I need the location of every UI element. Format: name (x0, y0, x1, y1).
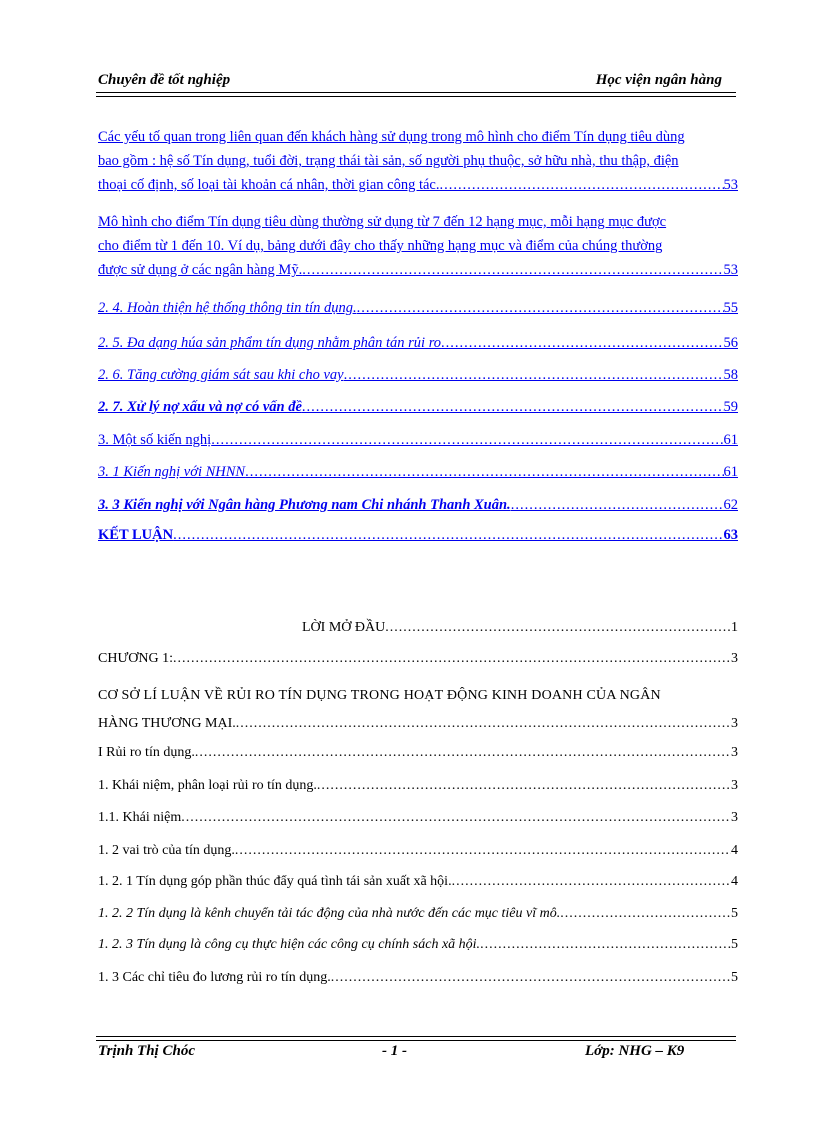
toc-page-number: 3 (731, 778, 738, 793)
leader-dots (195, 745, 731, 761)
toc-title: 2. 4. Hoàn thiện hệ thống thông tin tín dụng. (98, 300, 357, 316)
toc-title: CHƯƠNG 1: (98, 651, 174, 666)
toc-title: 2. 7. Xử lý nợ xấu và nợ có vấn đề (98, 399, 302, 415)
leader-dots (439, 173, 723, 197)
toc-title: 3. 1 Kiến nghị với NHNN (98, 464, 246, 480)
leader-dots (331, 970, 731, 986)
toc-page-number: 58 (723, 367, 738, 383)
header-rule (96, 92, 736, 97)
leader-dots (181, 810, 731, 826)
para-2-line-3: được sử dụng ở các ngân hàng Mỹ. (98, 262, 303, 278)
toc-chi-tieu (98, 970, 738, 986)
leader-dots (441, 335, 723, 352)
leader-dots (302, 399, 724, 416)
toc-page-number: 61 (723, 464, 738, 480)
toc-page-number: 1 (731, 620, 738, 635)
toc-title: 1. 3 Các chỉ tiêu đo lương rủi ro tín dụng. (98, 970, 331, 985)
toc-link-3[interactable] (98, 432, 738, 449)
toc-page-number: 53 (723, 177, 738, 193)
toc-title: KẾT LUẬN (98, 527, 174, 543)
toc-page-number: 4 (731, 874, 738, 889)
page-header (98, 70, 736, 94)
leader-dots (173, 651, 731, 667)
toc-title: 1. 2. 2 Tín dụng là kênh chuyển tải tác động của nhà nước đến các mục tiêu vĩ mô. (98, 906, 561, 921)
toc-title: 1. 2 vai trò của tín dụng. (98, 843, 235, 858)
toc-page-number: 3 (731, 745, 738, 760)
toc-cong-cu (98, 937, 738, 953)
toc-kenh (98, 906, 738, 922)
toc-chuong-1 (98, 651, 738, 667)
toc-link-2-6[interactable] (98, 367, 738, 384)
toc-page-number: 62 (723, 497, 738, 513)
toc-title-line-2: HÀNG THƯƠNG MẠI. (98, 716, 236, 731)
toc-khai-niem-phan-loai (98, 778, 738, 794)
toc-page-number: 59 (723, 399, 738, 415)
toc-title: 1. Khái niệm, phân loại rủi ro tín dụng. (98, 778, 317, 793)
para-1-line-3: thoại cố định, số loại tài khoản cá nhân, thời gian công tác. (98, 177, 440, 193)
toc-co-so-li-luan (98, 681, 738, 737)
leader-dots (344, 367, 724, 384)
toc-vai-tro (98, 843, 738, 859)
toc-title-line-1: CƠ SỞ LÍ LUẬN VỀ RỦI RO TÍN DỤNG TRONG HOẠT ĐỘNG KINH DOANH CỦA NGÂN (98, 688, 661, 703)
toc-link-para-2[interactable] (98, 210, 738, 282)
footer-page-number: - 1 - (382, 1043, 407, 1059)
footer-author: Trịnh Thị Chóc (98, 1043, 195, 1059)
toc-page-number: 3 (731, 810, 738, 825)
toc-page-number: 63 (723, 527, 738, 543)
toc-title: 2. 5. Đa dạng húa sản phẩm tín dụng nhằm phân tán rủi ro (98, 335, 442, 351)
leader-dots (173, 527, 723, 544)
toc-page-number: 55 (723, 300, 738, 316)
toc-link-2-5[interactable] (98, 335, 738, 352)
toc-loi-mo-dau (302, 620, 738, 636)
toc-page-number: 5 (731, 937, 738, 952)
toc-link-para-1[interactable] (98, 125, 738, 197)
toc-title: 1.1. Khái niệm (98, 810, 182, 825)
toc-page-number: 56 (723, 335, 738, 351)
toc-page-number: 61 (723, 432, 738, 448)
leader-dots (302, 258, 723, 282)
header-left-title: Chuyên đề tốt nghiệp (98, 72, 231, 88)
toc-page-number: 53 (723, 262, 738, 278)
toc-title: 1. 2. 1 Tín dụng góp phần thúc đẩy quá tình tái sản xuất xã hội. (98, 874, 452, 889)
footer-rule (96, 1036, 736, 1041)
toc-link-2-7[interactable] (98, 399, 738, 416)
para-2-line-2: cho điểm từ 1 đến 10. Ví dụ, bảng dưới đây cho thấy những hạng mục và điểm của chúng thường (98, 238, 663, 254)
leader-dots (235, 843, 731, 859)
para-1-line-1: Các yếu tố quan trong liên quan đến khách hàng sử dụng trong mô hình cho điểm Tín dụng tiêu dùng (98, 129, 685, 145)
para-2-line-1: Mô hình cho điểm Tín dụng tiêu dùng thường sử dụng từ 7 đến 12 hạng mục, mỗi hạng mục được (98, 214, 667, 230)
toc-title: I Rủi ro tín dụng. (98, 745, 195, 760)
toc-title: 3. Một số kiến nghị (98, 432, 212, 448)
leader-dots (480, 937, 731, 953)
footer-class: Lớp: NHG – K9 (585, 1043, 685, 1059)
para-1-line-2: bao gồm : hệ số Tín dụng, tuổi đời, trạng thái tài sản, số người phụ thuộc, sở hữu nhà, thu thập, điện (98, 153, 679, 169)
toc-page-number: 3 (731, 716, 738, 731)
leader-dots (317, 778, 731, 794)
toc-title: 3. 3 Kiến nghị với Ngân hàng Phương nam Chi nhánh Thanh Xuân. (98, 497, 511, 513)
leader-dots (452, 874, 731, 890)
leader-dots (511, 497, 724, 514)
toc-link-3-3[interactable] (98, 497, 738, 514)
toc-page-number: 5 (731, 906, 738, 921)
toc-i-rui-ro (98, 745, 738, 761)
toc-page-number: 3 (731, 651, 738, 666)
leader-dots (236, 711, 731, 737)
toc-link-3-1[interactable] (98, 464, 738, 481)
toc-page-number: 4 (731, 843, 738, 858)
leader-dots (357, 300, 724, 317)
leader-dots (385, 620, 731, 636)
leader-dots (245, 464, 723, 481)
header-right-title: Học viện ngân hàng (595, 72, 722, 88)
leader-dots (560, 906, 731, 922)
toc-gop-phan (98, 874, 738, 890)
leader-dots (211, 432, 723, 449)
toc-title: 2. 6. Tăng cường giám sát sau khi cho vay (98, 367, 344, 383)
toc-title: 1. 2. 3 Tín dụng là công cụ thực hiện các công cụ chính sách xã hội. (98, 937, 481, 952)
toc-link-2-4[interactable] (98, 300, 738, 317)
toc-page-number: 5 (731, 970, 738, 985)
toc-title: LỜI MỞ ĐẦU (302, 620, 386, 635)
toc-link-ket-luan[interactable] (98, 527, 738, 544)
toc-khai-niem (98, 810, 738, 826)
